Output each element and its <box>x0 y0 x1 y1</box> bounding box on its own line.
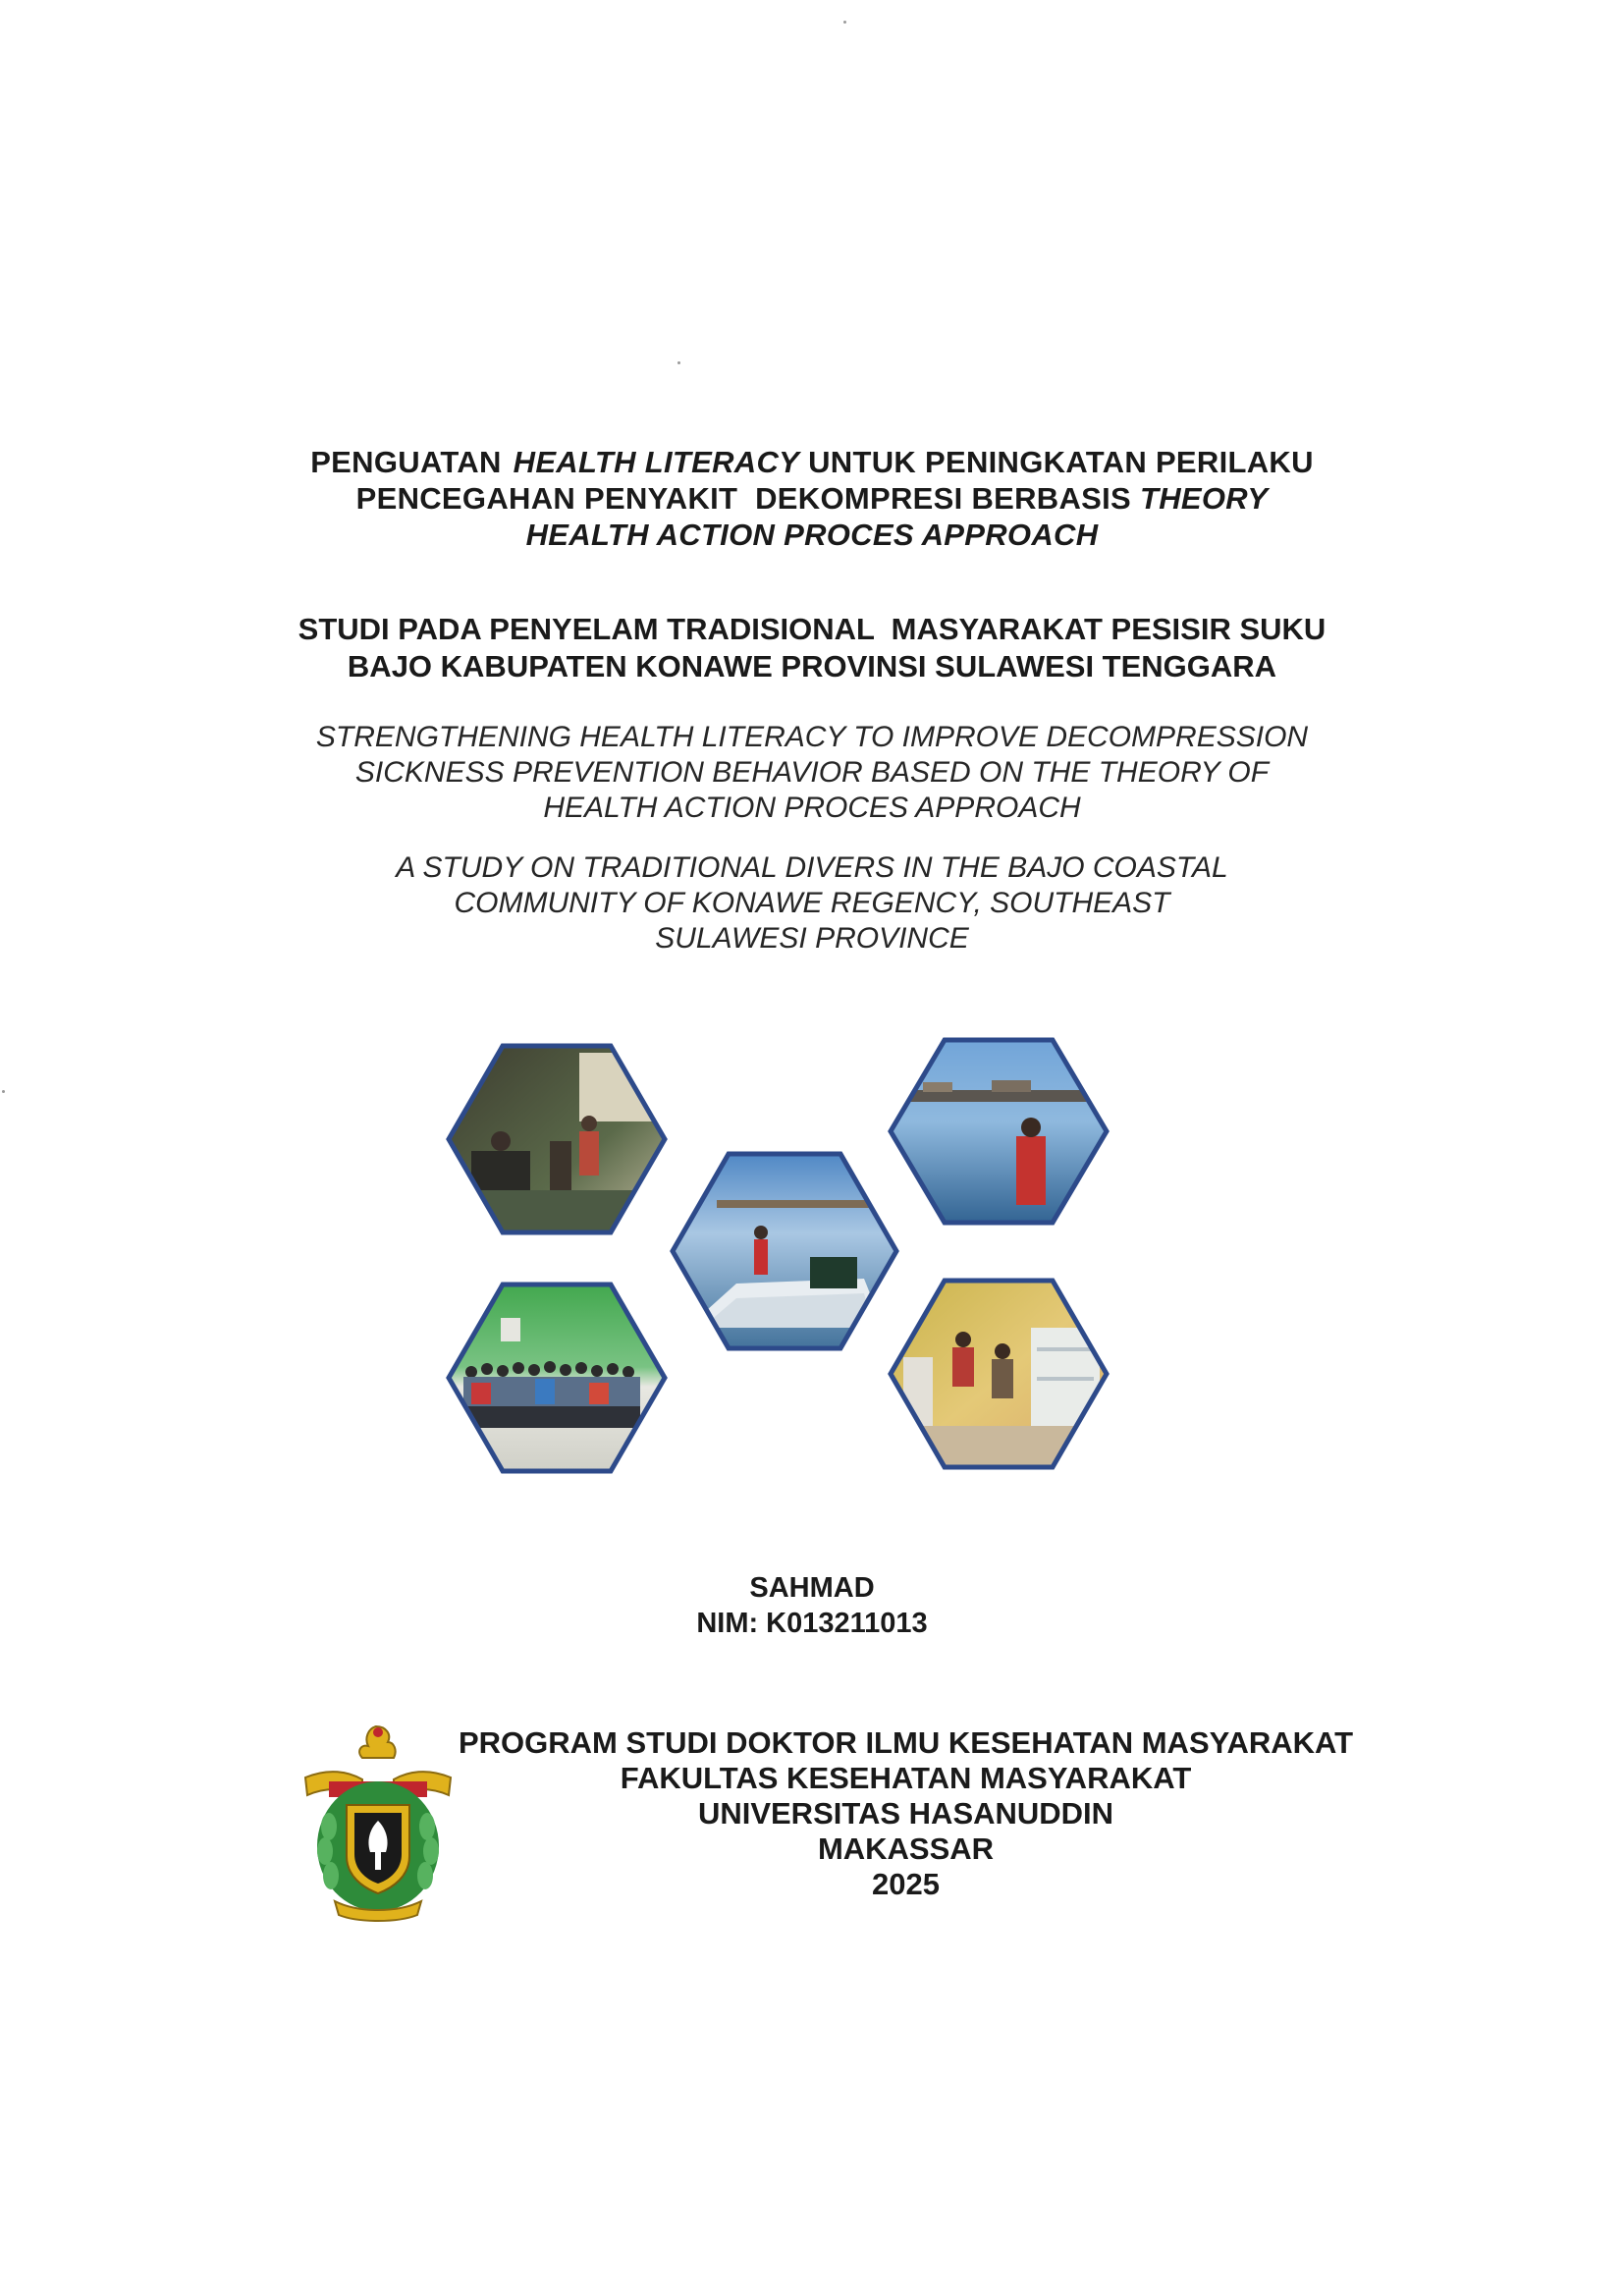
title-en-line-3: HEALTH ACTION PROCES APPROACH <box>543 792 1081 824</box>
title-indonesian <box>0 444 1624 553</box>
photo-collage <box>442 1033 1168 1495</box>
scan-speck <box>843 21 846 24</box>
publication-year: 2025 <box>872 1867 940 1901</box>
scan-speck <box>2 1090 5 1093</box>
title-id-line-3: HEALTH ACTION PROCES APPROACH <box>525 518 1099 552</box>
photo-hex-meeting <box>884 1279 1119 1475</box>
subtitle-english <box>0 850 1624 957</box>
title-english <box>0 720 1624 826</box>
faculty-name: FAKULTAS KESEHATAN MASYARAKAT <box>620 1761 1192 1795</box>
author-block <box>0 1570 1624 1641</box>
subtitle-en-line-3: SULAWESI PROVINCE <box>655 922 969 955</box>
photo-hex-sea-village <box>884 1033 1119 1230</box>
university-logo-icon <box>299 1719 457 1925</box>
title-en-line-1: STRENGTHENING HEALTH LITERACY TO IMPROVE DECOMPRESSION <box>315 721 1309 753</box>
author-nim: NIM: K013211013 <box>696 1608 928 1639</box>
subtitle-indonesian <box>0 611 1624 685</box>
subtitle-id-line-2: BAJO KABUPATEN KONAWE PROVINSI SULAWESI TENGGARA <box>347 649 1277 683</box>
title-id-line-2: PENCEGAHAN PENYAKIT DEKOMPRESI BERBASIS THEORY <box>355 481 1269 516</box>
study-program: PROGRAM STUDI DOKTOR ILMU KESEHATAN MASYARAKAT <box>458 1725 1354 1760</box>
scan-speck <box>677 361 680 364</box>
subtitle-id-line-1: STUDI PADA PENYELAM TRADISIONAL MASYARAKAT PESISIR SUKU <box>298 612 1326 646</box>
photo-hex-boat <box>668 1151 903 1357</box>
subtitle-en-line-2: COMMUNITY OF KONAWE REGENCY, SOUTHEAST <box>454 887 1170 919</box>
university-name: UNIVERSITAS HASANUDDIN <box>697 1796 1114 1831</box>
subtitle-en-line-1: A STUDY ON TRADITIONAL DIVERS IN THE BAJO COASTAL <box>396 851 1228 884</box>
author-name: SAHMAD <box>749 1572 875 1604</box>
title-id-italic-theory: THEORY <box>1139 481 1269 516</box>
institution-block <box>447 1725 1365 1902</box>
city-name: MAKASSAR <box>817 1831 995 1866</box>
title-en-line-2: SICKNESS PREVENTION BEHAVIOR BASED ON THE THEORY OF <box>354 756 1270 789</box>
title-id-italic-health-literacy: HEALTH LITERACY <box>513 445 800 479</box>
photo-hex-group <box>442 1279 677 1475</box>
title-id-line-1: PENGUATAN HEALTH LITERACY UNTUK PENINGKATAN PERILAKU <box>310 445 1314 479</box>
photo-hex-gathering <box>442 1033 677 1239</box>
